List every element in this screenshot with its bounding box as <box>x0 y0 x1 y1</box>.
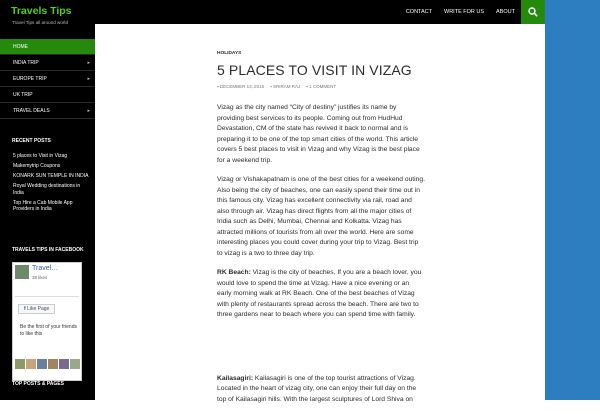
section-text: Kailasagiri is one of the top tourist attractions of Vizag. Located in the heart of vizag city, one can enjoy their full day on the top of Kailasagiri hills. With the largest sculptures of Lord Shiva on <box>217 374 417 403</box>
menu-item-travel-deals[interactable] <box>0 103 95 119</box>
article-category[interactable]: HOLIDAYS <box>217 51 242 56</box>
article-title[interactable]: 5 PLACES TO VISIT IN VIZAG <box>217 62 412 78</box>
article-comments[interactable]: 1 COMMENT <box>309 84 337 89</box>
avatar[interactable] <box>26 359 36 369</box>
facebook-page-widget <box>12 262 82 381</box>
menu-item-europe-trip[interactable] <box>0 71 95 87</box>
avatar[interactable] <box>59 359 69 369</box>
user-icon: ▪ SRIRAM RAJ <box>270 84 301 89</box>
menu-item-label: INDIA TRIP <box>13 60 39 66</box>
menu-item-uk-trip[interactable] <box>0 87 95 103</box>
recent-post-link[interactable]: 5 places to Visit in Vizag <box>13 153 68 159</box>
nav-about[interactable]: ABOUT <box>496 9 515 15</box>
recent-posts-list <box>13 153 89 216</box>
article-paragraph <box>217 374 425 406</box>
article-author[interactable]: SRIRAM RAJ <box>273 84 301 89</box>
avatar[interactable] <box>37 359 47 369</box>
chevron-right-icon: ▸ <box>87 76 90 82</box>
article-paragraph <box>217 268 425 321</box>
section-label: Kailasagiri: <box>217 374 254 382</box>
site-tagline: Travel Tips all around world <box>12 20 68 25</box>
article-date[interactable]: DECEMBER 13, 2015 <box>219 84 265 89</box>
like-page-button[interactable] <box>18 304 55 314</box>
menu-item-home[interactable] <box>0 39 95 55</box>
site-title[interactable]: Travels Tips <box>11 5 72 17</box>
image-placeholder <box>217 330 425 374</box>
avatar[interactable] <box>15 359 25 369</box>
facebook-widget-title: TRAVELS TIPS IN FACEBOOK <box>12 247 84 253</box>
menu-item-label: UK TRIP <box>13 92 33 98</box>
chevron-right-icon: ▸ <box>87 60 90 66</box>
top-header <box>0 0 545 24</box>
facebook-page-name[interactable]: Travel… <box>32 265 59 272</box>
top-posts-title: TOP POSTS & PAGES <box>12 381 64 387</box>
section-text: Vizag is the city of beaches. If you are a beach lover, you would love to spend the time at Vizag. Have a nice evening or an early morning walk at RK Beach. One of the best beaches of Vizag with plenty of restaurants spread across the beach. There are two to three gardens near to beach where you can spend time with family. <box>217 269 422 318</box>
recent-post-link[interactable]: KONARK SUN TEMPLE IN INDIA <box>13 173 89 179</box>
top-nav <box>400 0 521 24</box>
search-button[interactable] <box>521 0 545 24</box>
sidebar-menu <box>0 39 95 119</box>
calendar-icon: ▪ DECEMBER 13, 2015 <box>217 84 265 89</box>
article-meta <box>217 84 336 89</box>
menu-item-label: EUROPE TRIP <box>13 76 47 82</box>
facebook-friend-avatars <box>15 359 80 369</box>
facebook-icon: f <box>24 306 28 312</box>
recent-posts-title: RECENT POSTS <box>12 138 51 144</box>
sidebar <box>0 20 95 400</box>
article-paragraph: Vizag or Vishakapatnam is one of the best cities for a weekend outing. Also being the city of beaches, one can easily spend their time out in this famous city. Vizag has excellent connectivity via rail, road and also through air. Vizag has direct flights from all the major cities of India such as Delhi, Mumbai, Chennai and Kolkatta. Vizag has attracted millions of tourists from all over the world. Here are some interesting places you could cover during your trip to Vizag. Best trip to vizag is a two to three day trip. <box>217 176 425 257</box>
comment-icon: ▪ 1 COMMENT <box>306 84 337 89</box>
divider <box>15 296 79 297</box>
like-page-label: Like Page <box>27 306 50 312</box>
facebook-like-count: 38 likes <box>32 275 48 280</box>
facebook-page-thumbnail[interactable] <box>15 265 29 279</box>
menu-item-india-trip[interactable] <box>0 55 95 71</box>
background-panel <box>545 0 600 400</box>
avatar[interactable] <box>70 359 80 369</box>
search-icon <box>528 7 538 17</box>
menu-item-label: HOME <box>13 44 28 50</box>
recent-post-link[interactable]: Royal Wedding destinations in India <box>13 183 81 196</box>
avatar[interactable] <box>48 359 58 369</box>
facebook-cta-text: Be the first of your friends to like this <box>20 324 77 337</box>
article-paragraph: Vizag as the city named “City of destiny” justifies its name by providing best services to its people. Coming out from HudHud Devastation, CM of the state has revived it back to normal and is preparing it to be one of the top smart cities of the world. This article covers 5 best places to visit in Vizag and why Vizag is the best place for a weekend trip. <box>217 104 420 164</box>
section-label: RK Beach: <box>217 269 251 276</box>
recent-post-link[interactable]: Makemytrip Coupons <box>13 163 61 169</box>
menu-item-label: TRAVEL DEALS <box>13 108 50 114</box>
chevron-right-icon: ▸ <box>87 108 90 114</box>
article-body <box>217 103 425 414</box>
nav-write-for-us[interactable]: WRITE FOR US <box>444 9 485 15</box>
recent-post-link[interactable]: Top Hire a Cab Mobile App Providers in India <box>13 199 73 212</box>
nav-contact[interactable]: CONTACT <box>405 9 433 15</box>
